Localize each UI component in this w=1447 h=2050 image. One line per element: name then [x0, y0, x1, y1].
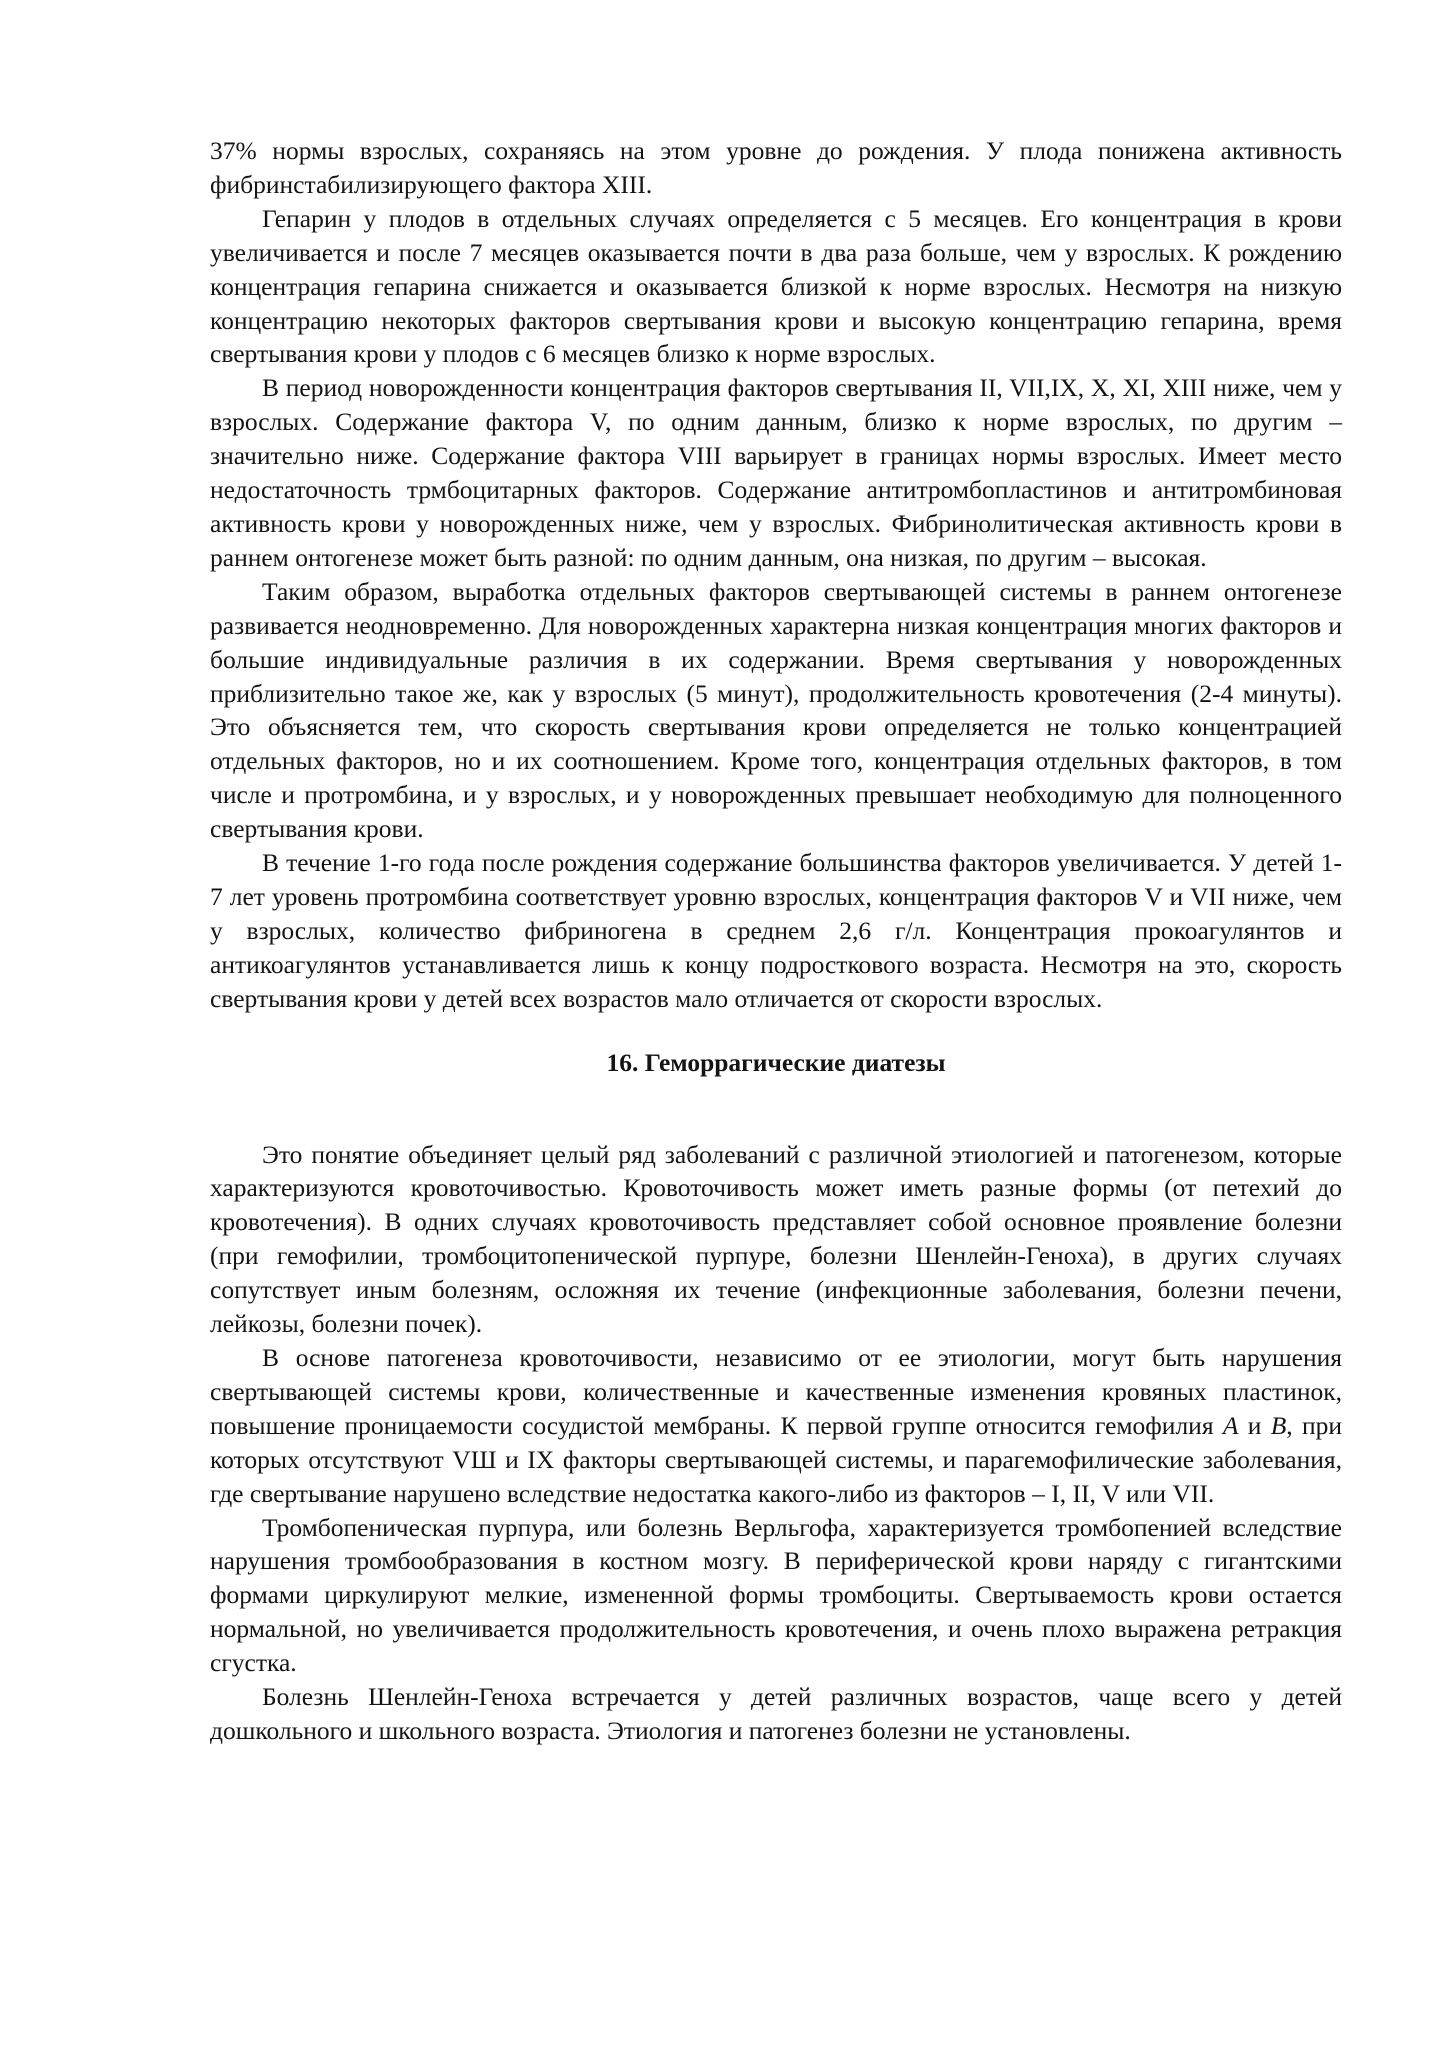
paragraph-werlhof: Тромбопеническая пурпура, или болезнь Верльгофа, характеризуется тромбопенией вследствие нарушения тромбообразования в костном мозгу. В периферической крови наряду с гигантскими формами циркулируют мелкие, измененной формы тромбоциты. Свертываемость крови остается нормальной, но увеличивается продолжительность кровотечения, и очень плохо выражена ретракция сгустка. — [210, 1512, 1342, 1678]
paragraph-neonatal-factors: В период новорожденности концентрация факторов свертывания II, VII,IX, X, XI, XIII ниже, чем у взрослых. Содержание фактора V, по одним данным, близко к норме взрослых, по другим – значительно ниже. Содержание фактора VIII варьирует в границах нормы взрослых. Имеет место недостаточность трмбоцитарных факторов. Содержание антитромбопластинов и антитромбиновая активность крови у новорожденных ниже, чем у взрослых. Фибринолитическая активность крови в раннем онтогенезе может быть разной: по одним данным, она низкая, по другим – высокая. — [210, 373, 1342, 572]
conjunction-text: и — [1238, 1410, 1271, 1440]
paragraph-fetal-fibrinogen: 37% нормы взрослых, сохраняясь на этом уровне до рождения. У плода понижена активность фибринстабилизирующего фактора XIII. — [210, 136, 1342, 199]
paragraph-pathogenesis — [210, 1341, 1342, 1511]
paragraph-definition: Это понятие объединяет целый ряд заболеваний с различной этиологией и патогенезом, которые характеризуются кровоточивостью. Кровоточивость может иметь разные формы (от петехий до кровотечения). В одних случаях кровоточивость представляет собой основное проявление болезни (при гемофилии, тромбоцитопенической пурпуре, болезни Шенлейн-Геноха), в других случаях сопутствует иным болезням, осложняя их течение (инфекционные заболевания, болезни печени, лейкозы, болезни почек). — [210, 1139, 1342, 1339]
document-page — [210, 134, 1342, 1748]
pathogenesis-text-end: , при которых отсутствуют VШ и IX факторы свертывающей системы, и парагемофилические заболевания, где свертывание нарушено вследствие недостатка какого-либо из факторов – I, II, V или VII. — [210, 1410, 1343, 1508]
paragraph-heparin: Гепарин у плодов в отдельных случаях определяется с 5 месяцев. Его концентрация в крови увеличивается и после 7 месяцев оказывается почти в два раза больше, чем у взрослых. К рождению концентрация гепарина снижается и оказывается близкой к норме взрослых. Несмотря на низкую концентрацию некоторых факторов свертывания крови и высокую концентрацию гепарина, время свертывания крови у плодов с 6 месяцев близко к норме взрослых. — [210, 203, 1342, 369]
paragraph-first-year: В течение 1-го года после рождения содержание большинства факторов увеличивается. У детей 1-7 лет уровень протромбина соответствует уровню взрослых, концентрация факторов V и VII ниже, чем у взрослых, количество фибриногена в среднем 2,6 г/л. Концентрация прокоагулянтов и антикоагулянтов устанавливается лишь к концу подросткового возраста. Несмотря на это, скорость свертывания крови у детей всех возрастов мало отличается от скорости взрослых. — [210, 848, 1342, 1013]
section-heading: 16. Геморрагические диатезы — [606, 1047, 946, 1077]
paragraph-conclusion: Таким образом, выработка отдельных факторов свертывающей системы в раннем онтогенезе развивается неодновременно. Для новорожденных характерна низкая концентрация многих факторов и большие индивидуальные различия в их содержании. Время свертывания у новорожденных приблизительно такое же, как у взрослых (5 минут), продолжительность кровотечения (2-4 минуты). Это объясняется тем, что скорость свертывания крови определяется не только концентрацией отдельных факторов, но и их соотношением. Кроме того, концентрация отдельных факторов, в том числе и протромбина, и у взрослых, и у новорожденных превышает необходимую для полноценного свертывания крови. — [210, 576, 1342, 844]
hemophilia-a-letter: А — [1222, 1410, 1239, 1440]
hemophilia-b-letter: В — [1270, 1410, 1287, 1440]
pathogenesis-text-start: В основе патогенеза кровоточивости, независимо от ее этиологии, могут быть нарушения свертывающей системы крови, количественные и качественные изменения кровяных пластинок, повышение проницаемости сосудистой мембраны. К первой группе относится гемофилия — [210, 1343, 1342, 1440]
paragraph-henoch: Болезнь Шенлейн-Геноха встречается у детей различных возрастов, чаще всего у детей дошкольного и школьного возраста. Этиология и патогенез болезни не установлены. — [210, 1682, 1342, 1745]
